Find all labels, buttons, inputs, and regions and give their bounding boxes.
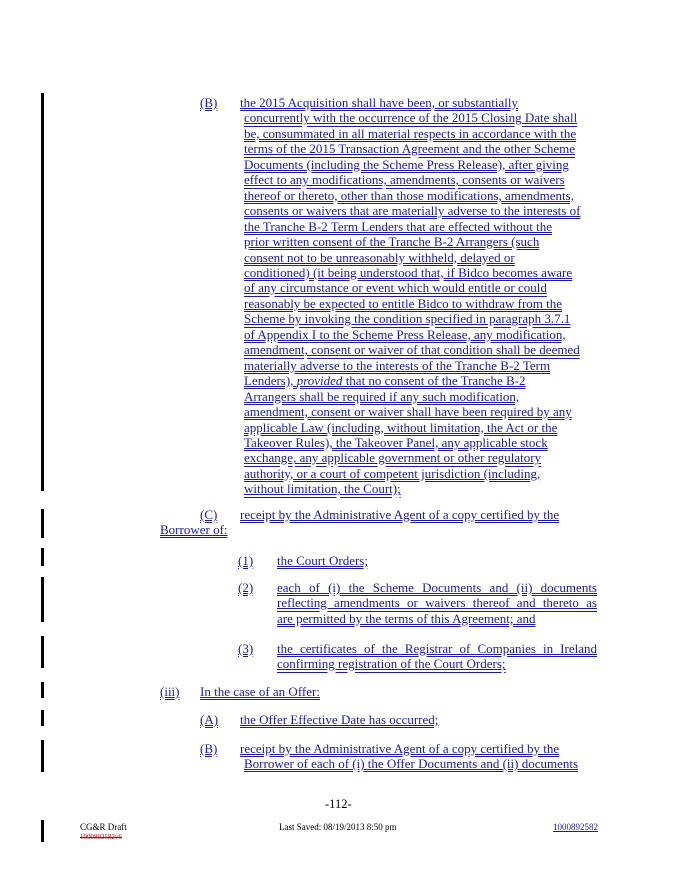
clause-b-text xyxy=(240,95,600,497)
clause-label-3: (3) xyxy=(238,641,254,656)
clause-b-line: consent not to be unreasonably withheld, delayed or xyxy=(244,249,515,265)
clause-3-line: confirming registration of the Court Orders; xyxy=(277,656,506,672)
change-bar xyxy=(41,740,44,772)
change-bar xyxy=(41,636,44,668)
clause-b-line: effect to any modifications, amendments, consents or waivers xyxy=(244,172,565,188)
clause-b-line: concurrently with the occurrence of the 2015 Closing Date shall xyxy=(244,110,578,126)
clause-label-b2: (B) xyxy=(200,741,218,756)
clause-a-text: the Offer Effective Date has occurred; xyxy=(240,712,439,727)
clause-c-line: receipt by the Administrative Agent of a copy certified by the xyxy=(240,507,560,522)
clause-3-line: the certificates of the Registrar of Companies in Ireland xyxy=(277,641,597,656)
clause-iii-text: In the case of an Offer: xyxy=(200,684,320,699)
clause-label-c: (C) xyxy=(200,507,218,522)
clause-label-1: (1) xyxy=(238,553,254,568)
clause-b-line: prior written consent of the Tranche B-2 Arrangers (such xyxy=(244,234,540,250)
clause-b-line: Lenders), provided that no consent of the Tranche B-2 xyxy=(244,373,526,389)
change-bar xyxy=(41,710,44,726)
change-bar xyxy=(41,577,44,622)
change-bar xyxy=(41,820,44,842)
clause-1-text: the Court Orders; xyxy=(277,553,368,568)
change-bar xyxy=(41,93,44,491)
page-number: -112- xyxy=(325,797,352,811)
clause-b-line: exchange, any applicable government or other regulatory xyxy=(244,450,542,466)
clause-b-line: Documents (including the Scheme Press Release), after giving xyxy=(244,156,569,172)
clause-b-line: thereof or thereto, other than those modifications, amendments, xyxy=(244,187,574,203)
clause-3-text xyxy=(277,641,597,672)
clause-b-line: consents or waivers that are materially adverse to the interests of xyxy=(244,203,581,219)
footer-struck-docid: 1000892582v6 xyxy=(80,833,122,841)
footer-draft-label: CG&R Draft xyxy=(80,822,127,832)
clause-b-line: without limitation, the Court); xyxy=(244,481,401,497)
footer-docid: 1000892582 xyxy=(553,822,598,832)
clause-b2-line: receipt by the Administrative Agent of a copy certified by the xyxy=(240,741,560,756)
clause-b-line: the 2015 Acquisition shall have been, or substantially xyxy=(240,95,519,110)
clause-label-2: (2) xyxy=(238,580,254,595)
clause-b-line: terms of the 2015 Transaction Agreement and the other Scheme xyxy=(244,141,576,157)
clause-label-a: (A) xyxy=(200,712,219,727)
clause-b-line: amendment, consent or waiver of that condition shall be deemed xyxy=(244,342,580,358)
clause-b-line: Takeover Rules), the Takeover Panel, any applicable stock xyxy=(244,434,548,450)
clause-c-line: Borrower of: xyxy=(160,522,228,537)
clause-b-line: of Appendix I to the Scheme Press Release, any modification, xyxy=(244,326,566,342)
clause-b-line: of any circumstance or event which would entitle or could xyxy=(244,280,547,296)
change-bar xyxy=(41,548,44,566)
clause-b-line: Scheme by invoking the condition specified in paragraph 3.7.1 xyxy=(244,311,571,327)
clause-b-line: amendment, consent or waiver shall have been required by any xyxy=(244,404,572,420)
clause-b-line: materially adverse to the interests of the Tranche B-2 Term xyxy=(244,357,551,373)
clause-label-b: (B) xyxy=(200,95,218,110)
clause-b-line: Arrangers shall be required if any such modification, xyxy=(244,388,520,404)
clause-label-iii: (iii) xyxy=(160,684,180,699)
change-bar xyxy=(41,682,44,698)
clause-b-line: authority, or a court of competent jurisdiction (including, xyxy=(244,465,541,481)
footer-last-saved: Last Saved: 08/19/2013 8:50 pm xyxy=(279,822,397,832)
change-bar xyxy=(41,509,44,538)
clause-2-line: reflecting amendments or waivers thereof and thereto as xyxy=(277,595,597,611)
clause-b-line: the Tranche B-2 Term Lenders that are effected without the xyxy=(244,218,552,234)
clause-b-line: be, consummated in all material respects in accordance with the xyxy=(244,125,577,141)
clause-b-line: reasonably be expected to entitle Bidco to withdraw from the xyxy=(244,295,563,311)
clause-b-line: conditioned) (it being understood that, if Bidco becomes aware xyxy=(244,264,573,280)
clause-2-text xyxy=(277,580,597,626)
italic-provided: provided xyxy=(296,373,343,389)
clause-b2-line: Borrower of each of (i) the Offer Documents and (ii) documents xyxy=(244,756,579,771)
clause-b-line: applicable Law (including, without limitation, the Act or the xyxy=(244,419,558,435)
clause-2-line: each of (i) the Scheme Documents and (ii) documents xyxy=(277,580,597,595)
clause-2-line: are permitted by the terms of this Agreement; and xyxy=(277,610,536,626)
